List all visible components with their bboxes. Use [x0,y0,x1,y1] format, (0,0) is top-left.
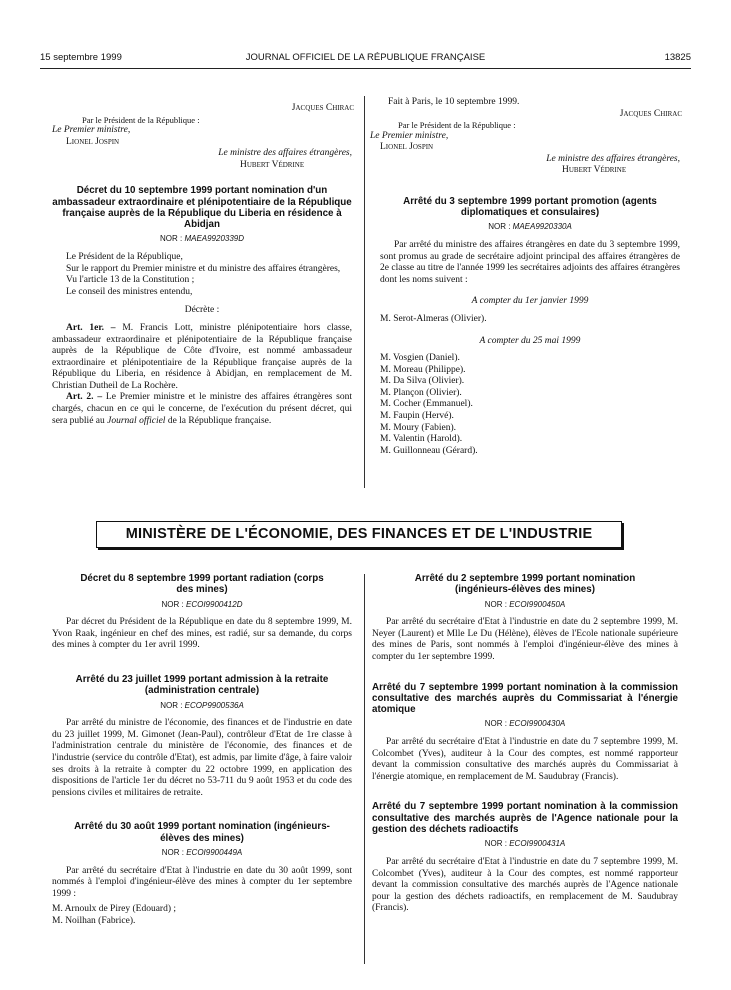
nor-label: NOR : [160,700,183,710]
ministre-title: Le ministre des affaires étrangères, [546,153,680,164]
arrete-nor [380,222,680,232]
ministre-name: Hubert Védrine [562,165,627,176]
nor-code: MAEA9920330A [512,222,572,232]
nor-code: ECOI9900430A [509,719,566,729]
journal-officiel-ref: Journal officiel [107,415,166,426]
arrete-andra-nor [372,839,678,849]
decree-radiation-nor [52,600,352,610]
list-item: M. Moury (Fabien). [380,422,456,433]
name-list [380,353,680,457]
arrete-title: Arrêté du 3 septembre 1999 portant promotion (agents diplomatiques et consulaires) [403,195,657,219]
group-heading: A compter du 25 mai 1999 [479,335,581,346]
premier-ministre-title: Le Premier ministre, [52,124,131,135]
list-item: M. Noilhan (Fabrice). [52,915,136,926]
name-list [380,314,680,326]
ministre-name: Hubert Védrine [240,159,305,170]
list-item: M. Arnoulx de Pirey (Edouard) ; [52,904,177,915]
name-list [52,904,352,927]
nor-code: ECOI9900450A [509,599,566,609]
arrete-cea-nor [372,719,678,729]
list-item: M. Da Silva (Olivier). [380,376,465,387]
page-header [40,52,691,66]
article-2-label: Art. 2. – [66,392,103,403]
list-item: M. Serot-Almeras (Olivier). [380,314,487,324]
list-item: M. Faupin (Hervé). [380,411,454,422]
article-1-text: M. Francis Lott, ministre plénipotentiaire hors classe, ambassadeur extraordinaire et plénipotentiaire de la République française auprès de la République de Côte d'Ivoire, est nommé ambassadeur extraordinaire et plénipotentiaire de la République française auprès de la République du Liberia, en résidence à Abidjan, en remplacement de M. Christian Dutheil de La Rochère. [52,322,353,391]
left-column-top [52,103,352,427]
preamble-line: Le conseil des ministres entendu, [66,286,193,297]
preamble-line: Le Président de la République, [66,252,183,263]
fait-a-paris: Fait à Paris, le 10 septembre 1999. [388,97,520,107]
arrete-andra-title: Arrêté du 7 septembre 1999 portant nomination à la commission consultative des marchés auprès de l'Agence nationale pour la gestion des déchets radioactifs [372,801,678,835]
right-column-bottom [372,573,678,915]
group-heading: A compter du 1er janvier 1999 [471,296,589,307]
decree-nor [52,234,352,244]
left-column-bottom [52,573,352,928]
nor-code: ECOI9900449A [186,847,243,857]
list-item: M. Guillonneau (Gérard). [380,445,478,456]
premier-ministre-name: Lionel Jospin [66,136,120,147]
arrete-andra-body: Par arrêté du secrétaire d'Etat à l'industrie en date du 7 septembre 1999, M. Colcombet (Yves), auditeur à la Cour des comptes, est nommé rapporteur devant la commission consultative des marchés auprès de l'Agence nationale pour la gestion des déchets radioactifs, en remplacement de M. Saudubray (Francis). [372,857,678,914]
list-item: M. Valentin (Harold). [380,434,463,445]
premier-ministre-name: Lionel Jospin [380,142,434,153]
list-item: M. Vosgien (Daniel). [380,353,460,364]
ministry-banner: MINISTÈRE DE L'ÉCONOMIE, DES FINANCES ET DE L'INDUSTRIE [96,521,622,548]
arrete-mines-nor [52,848,352,858]
signature-president: Jacques Chirac [291,103,354,113]
decrete: Décrète : [184,305,220,316]
column-separator-top [364,96,365,488]
header-page-number: 13825 [664,52,691,63]
nor-label: NOR : [488,222,511,232]
signature-president: Jacques Chirac [619,108,682,119]
nor-label: NOR : [484,599,507,609]
nor-code: MAEA9920339D [184,234,245,244]
list-item: M. Cocher (Emmanuel). [380,399,473,410]
arrete-nomination-body: Par arrêté du secrétaire d'Etat à l'industrie en date du 2 septembre 1999, M. Neyer (Laurent) et Mlle Le Du (Hélène), élèves de l'Ecole nationale supérieure des mines de Paris, sont nommés à l'emploi d'ingénieur-élève des mines à compter du 1er septembre 1999. [372,617,678,663]
preamble-line: Sur le rapport du Premier ministre et du ministre des affaires étrangères, [66,263,341,274]
par-le-president: Par le Président de la République : [82,114,200,125]
arrete-mines-body: Par arrêté du secrétaire d'Etat à l'industrie en date du 30 août 1999, sont nommés à l'emploi d'ingénieur-élève des mines à compter du 1er septembre 1999 : [52,865,352,899]
arrete-cea-body: Par arrêté du secrétaire d'Etat à l'industrie en date du 7 septembre 1999, M. Colcombet (Yves), auditeur à la Cour des comptes, est nommé rapporteur devant la commission consultative des marchés auprès du Commissariat à l'énergie atomique, en remplacement de M. Saudubray (Francis). [372,737,678,782]
arrete-retraite-nor [52,701,352,711]
nor-code: ECOP9900536A [184,700,244,710]
nor-label: NOR : [484,719,507,729]
list-item: M. Plançon (Olivier). [380,387,462,398]
ministre-title: Le ministre des affaires étrangères, [218,148,352,159]
par-le-president: Par le Président de la République : [398,120,516,131]
header-journal-title: JOURNAL OFFICIEL DE LA RÉPUBLIQUE FRANÇAISE [245,52,486,63]
right-column-top [370,97,682,457]
decree-title: Décret du 10 septembre 1999 portant nomination d'un ambassadeur extraordinaire et plénipotentiaire de la République française auprès de la République du Liberia en résidence à Abidjan [52,185,352,231]
header-date: 15 septembre 1999 [40,52,122,63]
decree-preamble [52,252,352,298]
arrete-body: Par arrêté du ministre des affaires étrangères en date du 3 septembre 1999, sont promus au grade de secrétaire adjoint principal des affaires étrangères de 2e classe au titre de l'année 1999 les secrétaires adjoints des affaires étrangères dont les noms suivent : [380,240,680,285]
nor-label: NOR : [161,847,184,857]
header-rule [40,68,691,69]
arrete-nomination-nor [372,600,678,610]
nor-code: ECOI9900431A [509,839,566,849]
arrete-mines-title: Arrêté du 30 août 1999 portant nomination (ingénieurs-élèves des mines) [74,821,330,844]
decree-radiation-body: Par décret du Président de la République en date du 8 septembre 1999, M. Yvon Raak, ingénieur en chef des mines, est radié, sur sa demande, du corps des mines à compter du 1er avril 1999. [52,617,352,651]
decree-radiation-title: Décret du 8 septembre 1999 portant radiation (corps des mines) [80,573,324,596]
arrete-retraite-title: Arrêté du 23 juillet 1999 portant admission à la retraite (administration centrale) [75,674,329,697]
article-1-label: Art. 1er. – [66,322,116,333]
nor-label: NOR : [159,234,183,244]
article-2 [52,392,352,427]
article-2-text-end: de la République française. [167,415,272,426]
premier-ministre-title: Le Premier ministre, [370,130,449,141]
article-1 [52,323,352,392]
arrete-cea-title: Arrêté du 7 septembre 1999 portant nomination à la commission consultative des marchés auprès du Commissariat à l'énergie atomique [372,681,678,716]
arrete-retraite-body: Par arrêté du ministre de l'économie, des finances et de l'industrie en date du 23 juillet 1999, M. Gimonet (Jean-Paul), contrôleur d'Etat de 1re classe à l'administration centrale du ministère de l'économie, des finances et de l'industrie (service du contrôle d'Etat), est admis, par limite d'âge, à faire valoir ses droits à la retraite à compter du 22 octobre 1999, en application des dispositions de l'article 1er du décret no 53-711 du 9 août 1953 et du code des pensions civiles et militaires de retraite. [52,718,352,798]
column-separator-bottom [364,574,365,964]
arrete-nomination-title: Arrêté du 2 septembre 1999 portant nomination (ingénieurs-élèves des mines) [414,573,636,596]
list-item: M. Moreau (Philippe). [380,364,466,375]
nor-label: NOR : [161,599,184,609]
nor-code: ECOI9900412D [185,599,243,609]
preamble-line: Vu l'article 13 de la Constitution ; [66,275,195,286]
nor-label: NOR : [484,839,507,849]
article-2-text: Le Premier ministre et le ministre des affaires étrangères sont chargés, chacun en ce qui le concerne, de l'exécution du présent décret, qui sera publié au [52,392,352,426]
